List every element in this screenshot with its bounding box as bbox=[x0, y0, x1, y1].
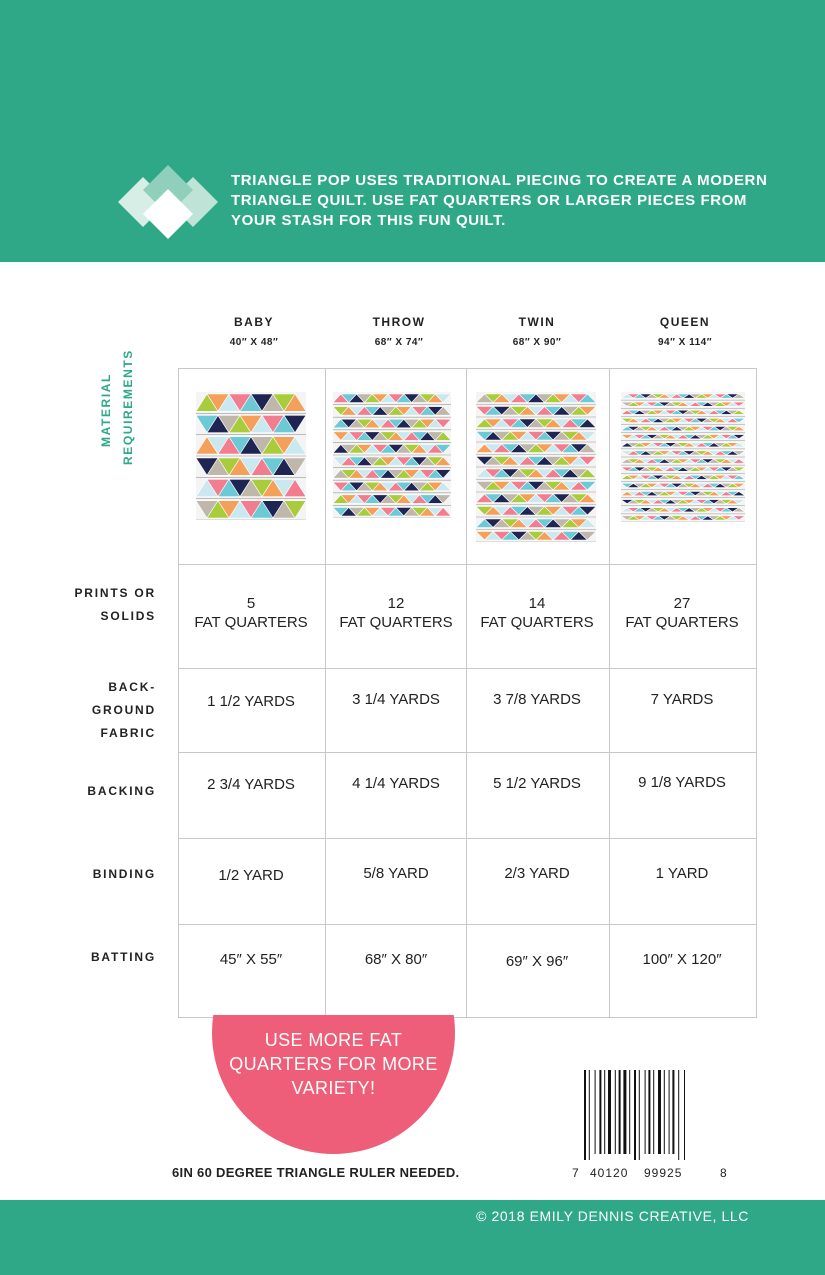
cell-prints-twin: 14 FAT QUARTERS bbox=[480, 595, 594, 631]
copyright-text: © 2018 EMILY DENNIS CREATIVE, LLC bbox=[476, 1208, 749, 1224]
row-label-binding: BINDING bbox=[92, 867, 156, 881]
barcode bbox=[572, 1070, 732, 1185]
barcode-bars bbox=[582, 1070, 722, 1160]
barcode-bar bbox=[589, 1070, 590, 1160]
barcode-bar bbox=[648, 1070, 650, 1154]
cell-binding-baby: 1/2 YARD bbox=[218, 867, 284, 884]
barcode-bar bbox=[604, 1070, 605, 1154]
cell-backing-baby: 2 3/4 YARDS bbox=[207, 776, 295, 793]
barcode-bar bbox=[619, 1070, 621, 1154]
size-dimensions: 68″ X 90″ bbox=[512, 337, 562, 348]
grid-line bbox=[178, 368, 179, 1018]
grid-line bbox=[178, 924, 757, 925]
quilt-thumbnail-twin bbox=[476, 392, 596, 542]
barcode-bar bbox=[645, 1070, 646, 1154]
grid-line bbox=[178, 668, 757, 669]
cell-batting-throw: 68″ X 80″ bbox=[364, 951, 428, 968]
grid-line bbox=[178, 752, 757, 753]
barcode-bar bbox=[629, 1070, 630, 1154]
barcode-bar bbox=[664, 1070, 665, 1154]
barcode-bar bbox=[678, 1070, 679, 1160]
size-heading-queen bbox=[614, 315, 756, 348]
barcode-digits-left: 40120 bbox=[590, 1166, 629, 1180]
cell-batting-twin: 69″ X 96″ bbox=[505, 953, 569, 970]
row-label-prints: PRINTS OR SOLIDS bbox=[74, 586, 156, 623]
ruler-note: 6IN 60 DEGREE TRIANGLE RULER NEEDED. bbox=[172, 1165, 460, 1180]
barcode-bar bbox=[595, 1070, 596, 1154]
barcode-bar bbox=[653, 1070, 654, 1154]
barcode-bar bbox=[608, 1070, 611, 1154]
row-label-batting: BATTING bbox=[90, 950, 156, 964]
grid-line bbox=[178, 564, 757, 565]
barcode-bar bbox=[634, 1070, 636, 1160]
barcode-digit-first: 7 bbox=[572, 1166, 579, 1180]
cell-background-twin: 3 7/8 YARDS bbox=[493, 691, 581, 708]
cell-prints-baby: 5 FAT QUARTERS bbox=[194, 595, 308, 631]
cell-binding-twin: 2/3 YARD bbox=[504, 865, 570, 882]
size-heading-baby bbox=[183, 315, 325, 348]
barcode-bar bbox=[615, 1070, 616, 1154]
cell-prints-queen: 27 FAT QUARTERS bbox=[625, 595, 739, 631]
barcode-bar bbox=[599, 1070, 601, 1154]
diamond-logo-icon bbox=[118, 165, 218, 239]
barcode-bar bbox=[684, 1070, 685, 1160]
header-band bbox=[0, 0, 825, 262]
size-heading-twin bbox=[466, 315, 608, 348]
cell-backing-queen: 9 1/8 YARDS bbox=[638, 774, 726, 791]
cell-binding-throw: 5/8 YARD bbox=[363, 865, 429, 882]
size-dimensions: 94″ X 114″ bbox=[657, 337, 713, 348]
cell-backing-twin: 5 1/2 YARDS bbox=[493, 775, 581, 792]
footer-band bbox=[0, 1200, 825, 1275]
barcode-bar bbox=[639, 1070, 640, 1160]
size-name: TWIN bbox=[518, 315, 556, 329]
grid-line bbox=[609, 368, 610, 1018]
size-dimensions: 40″ X 48″ bbox=[229, 337, 279, 348]
row-label-backing: BACKING bbox=[87, 784, 156, 798]
barcode-bar bbox=[584, 1070, 586, 1160]
barcode-bar bbox=[672, 1070, 674, 1154]
variety-callout bbox=[212, 1015, 455, 1154]
cell-batting-baby: 45″ X 55″ bbox=[219, 951, 283, 968]
cell-background-queen: 7 YARDS bbox=[650, 691, 714, 708]
size-name: THROW bbox=[372, 315, 426, 329]
barcode-digit-last: 8 bbox=[720, 1166, 727, 1180]
grid-line bbox=[178, 838, 757, 839]
cell-background-baby: 1 1/2 YARDS bbox=[207, 693, 295, 710]
barcode-bar bbox=[669, 1070, 670, 1154]
grid-line bbox=[178, 368, 757, 369]
size-dimensions: 68″ X 74″ bbox=[374, 337, 424, 348]
quilt-thumbnail-queen bbox=[621, 392, 745, 522]
cell-binding-queen: 1 YARD bbox=[655, 865, 709, 882]
barcode-bar bbox=[658, 1070, 661, 1154]
intro-text: TRIANGLE POP USES TRADITIONAL PIECING TO CREATE A MODERN TRIANGLE QUILT. USE FAT QUARTERS OR LARGER PIECES FROM YOUR STASH FOR THIS FUN QUILT. bbox=[231, 172, 768, 229]
material-label-line: MATERIAL bbox=[99, 373, 113, 447]
cell-backing-throw: 4 1/4 YARDS bbox=[352, 775, 440, 792]
grid-line bbox=[756, 368, 757, 1018]
cell-batting-queen: 100″ X 120″ bbox=[642, 951, 722, 968]
size-name: BABY bbox=[233, 315, 274, 329]
material-requirements-label bbox=[95, 349, 139, 465]
row-label-background: BACK- GROUND FABRIC bbox=[91, 680, 156, 740]
size-name: QUEEN bbox=[659, 315, 711, 329]
cell-prints-throw: 12 FAT QUARTERS bbox=[339, 595, 453, 631]
barcode-bar bbox=[623, 1070, 626, 1154]
quilt-thumbnail-baby bbox=[196, 392, 306, 520]
callout-text: USE MORE FAT QUARTERS FOR MORE VARIETY! bbox=[229, 1030, 438, 1098]
material-label-line: REQUIREMENTS bbox=[121, 349, 135, 465]
cell-background-throw: 3 1/4 YARDS bbox=[352, 691, 440, 708]
size-heading-throw bbox=[328, 315, 470, 348]
material-requirements-table bbox=[178, 368, 757, 1018]
barcode-digits-right: 99925 bbox=[644, 1166, 683, 1180]
quilt-thumbnail-throw bbox=[333, 392, 451, 518]
